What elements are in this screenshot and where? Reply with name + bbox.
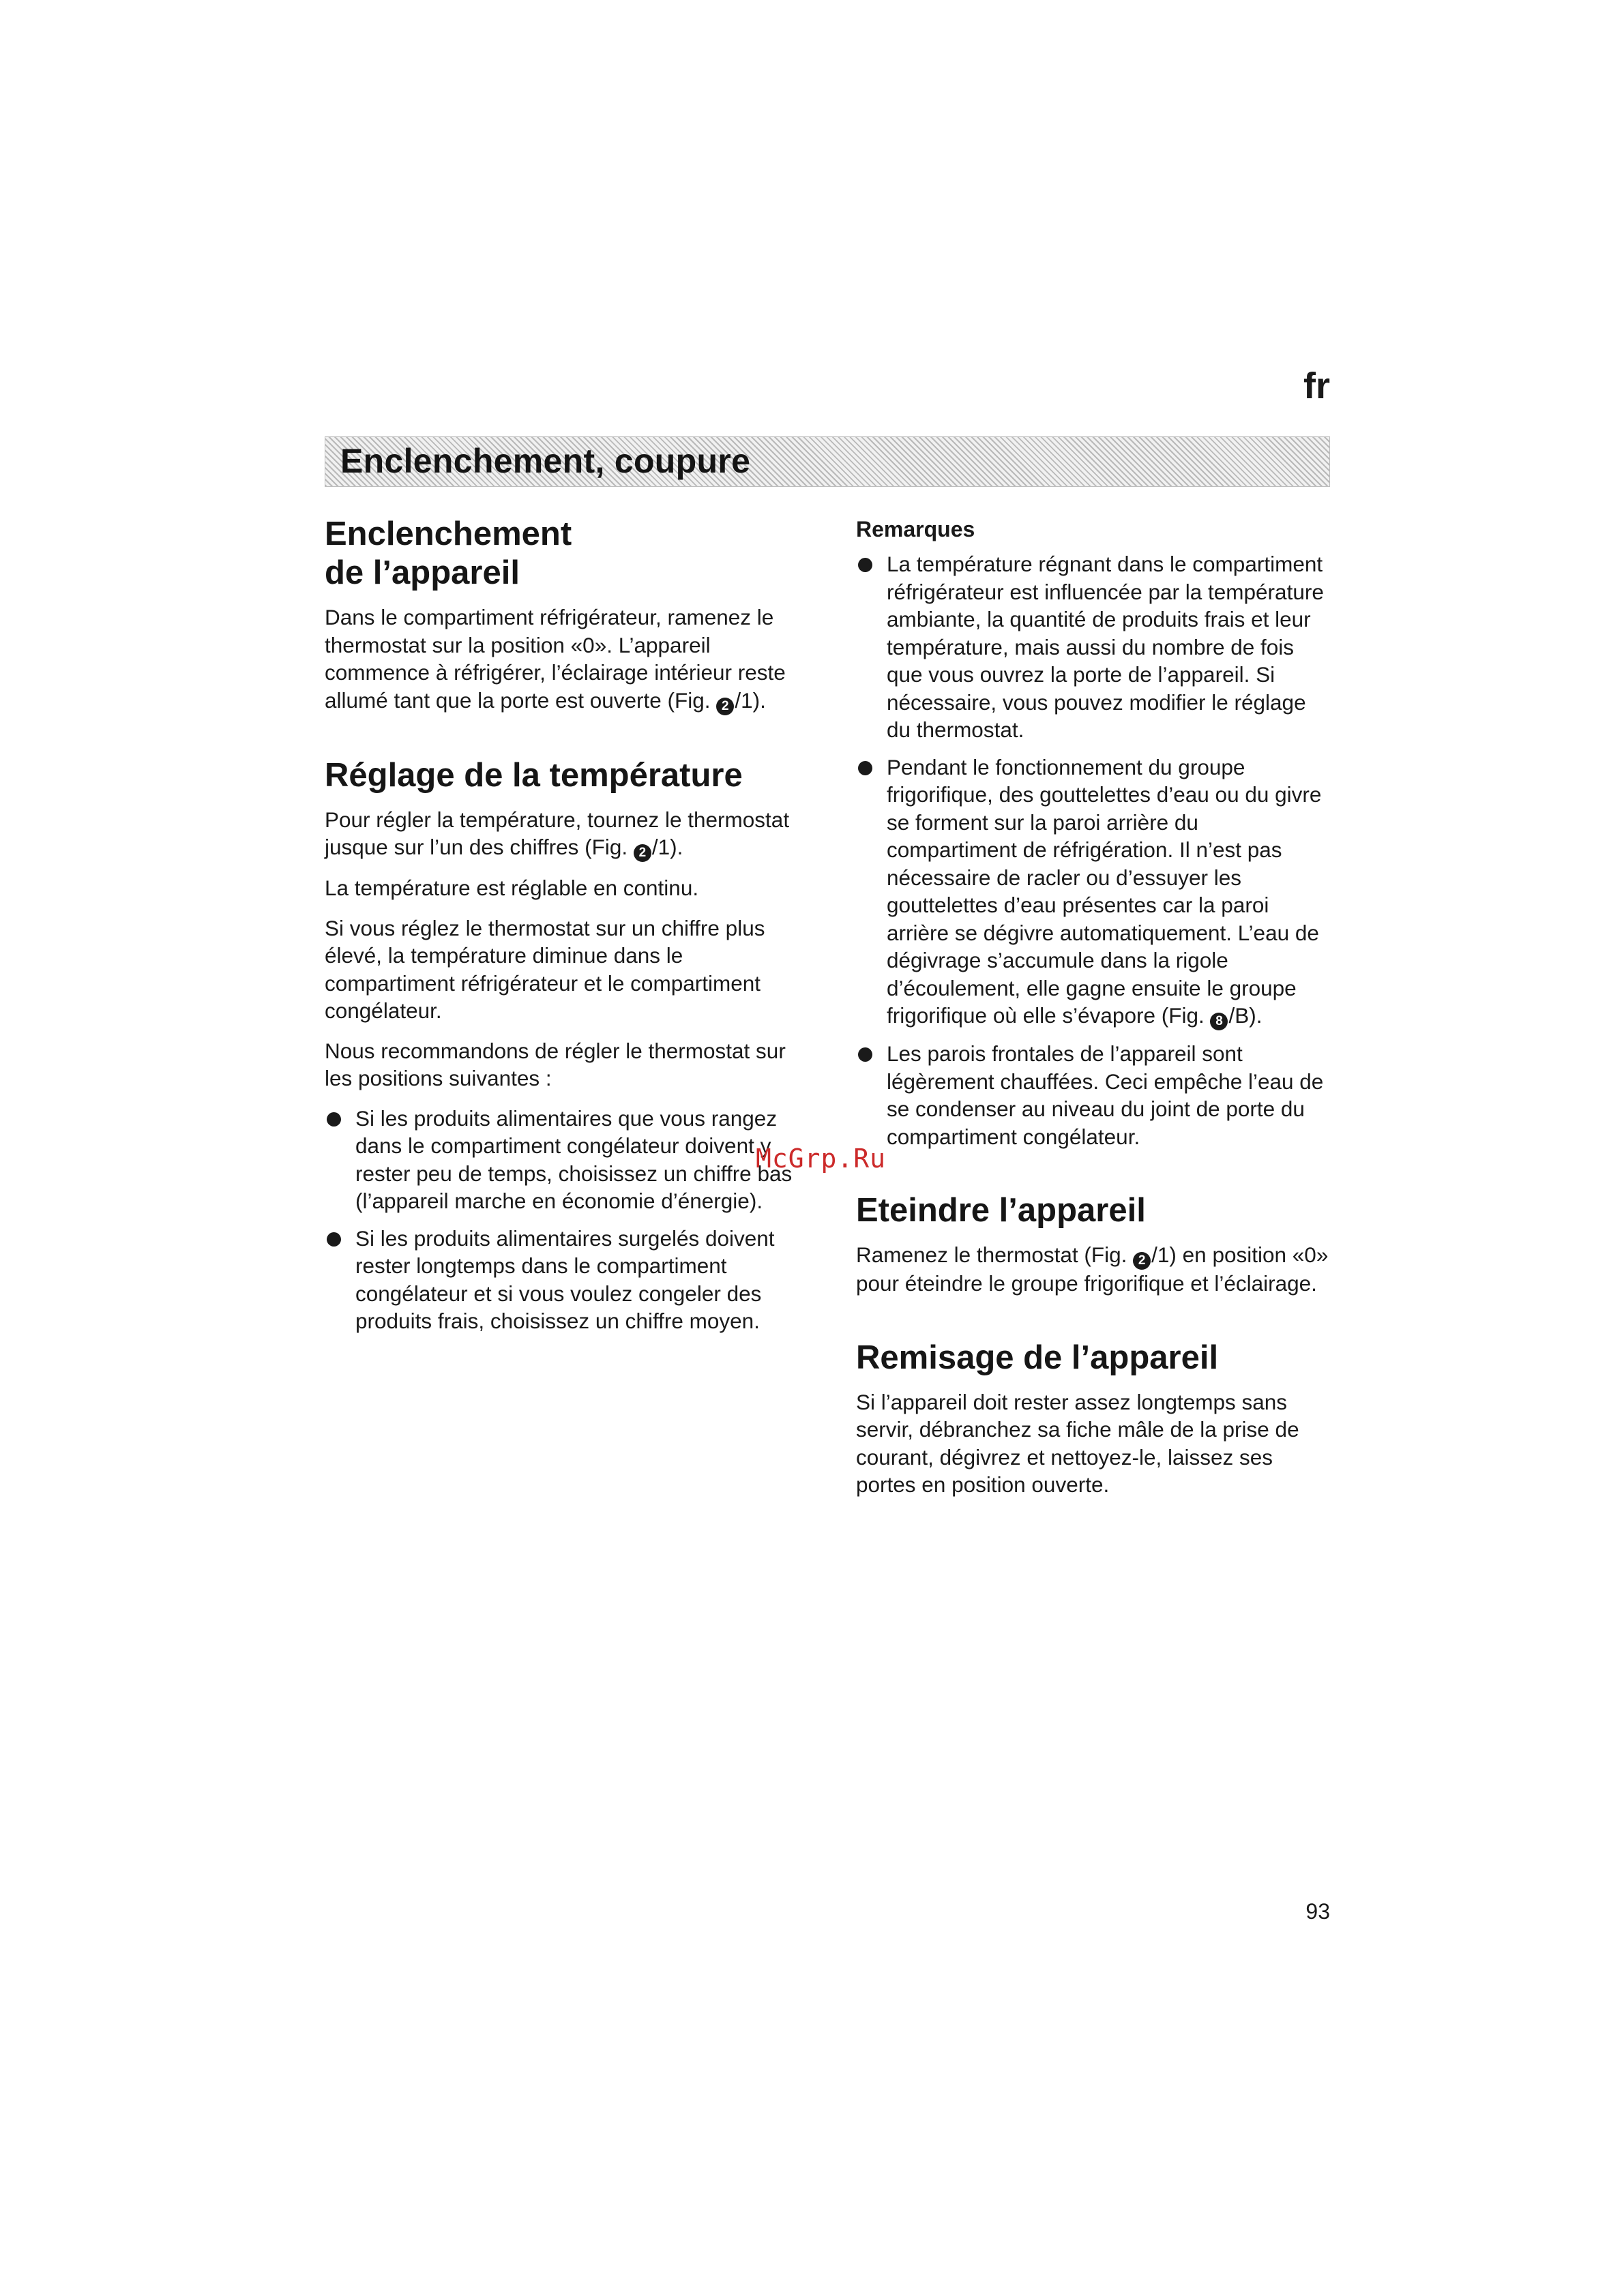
watermark: McGrp.Ru [756, 1144, 887, 1174]
list-item [325, 1105, 802, 1215]
heading-enclenchement-line1: Enclenchement [325, 516, 572, 552]
heading-enclenchement-line2: de l’appareil [325, 554, 520, 591]
heading-eteindre: Eteindre l’appareil [856, 1192, 1146, 1229]
section-banner [325, 436, 1330, 487]
page-number: 93 [1305, 1899, 1330, 1924]
bullet-icon [327, 1112, 341, 1127]
paragraph-eteindre [856, 1241, 1333, 1298]
bullet-icon [858, 1047, 872, 1062]
text-part: /1) en position «0» pour éteindre le groupe frigorifique et l’éclairage. [856, 1242, 1329, 1296]
heading-remisage: Remisage de l’appareil [856, 1339, 1219, 1376]
heading-reglage: Réglage de la température [325, 756, 743, 794]
figure-ref-badge: 8 [1210, 1013, 1228, 1030]
heading-remarques: Remarques [856, 517, 975, 541]
language-code: fr [1303, 366, 1330, 406]
paragraph-reglage-2: La température est réglable en continu. [325, 876, 699, 900]
text-part: Pour régler la température, tournez le thermostat jusque sur l’un des chiffres (Fig. [325, 807, 790, 859]
figure-ref-badge: 2 [716, 698, 734, 715]
banner-title: Enclenchement, coupure [340, 442, 751, 480]
list-item-text: Les parois frontales de l’appareil sont légèrement chauffées. Ceci empêche l’eau de se condenser au niveau du joint de porte du compartiment congélateur. [887, 1041, 1324, 1149]
figure-ref-badge: 2 [1133, 1252, 1151, 1270]
reglage-bullet-list [325, 1105, 802, 1335]
text-part: /1). [735, 687, 766, 713]
paragraph-reglage-4: Nous recommandons de régler le thermostat sur les positions suivantes : [325, 1038, 786, 1090]
left-column [325, 515, 802, 1335]
bullet-icon [858, 761, 872, 775]
text-part: Dans le compartiment réfrigérateur, ramenez le thermostat sur la position «0». L’appareil commence à réfrigérer, l’éclairage intérieur reste allumé tant que la porte est ouverte (Fig. [325, 605, 786, 713]
paragraph-remisage: Si l’appareil doit rester assez longtemps sans servir, débranchez sa fiche mâle de la prise de courant, dégivrez et nettoyez-le, laissez ses portes en position ouverte. [856, 1389, 1299, 1497]
list-item-text: Si les produits alimentaires surgelés doivent rester longtemps dans le compartiment congélateur et si vous voulez congeler des produits frais, choisissez un chiffre moyen. [355, 1225, 775, 1333]
paragraph-reglage-3: Si vous réglez le thermostat sur un chiffre plus élevé, la température diminue dans le compartiment réfrigérateur et le compartiment congélateur. [325, 915, 765, 1023]
bullet-icon [327, 1232, 341, 1247]
list-item [856, 550, 1333, 744]
right-column [856, 516, 1333, 1499]
remarques-bullet-list [856, 550, 1333, 1150]
text-part: /1). [651, 835, 683, 859]
paragraph-reglage-1 [325, 806, 802, 863]
list-item-text: La température régnant dans le compartiment réfrigérateur est influencée par la température ambiante, la quantité de produits frais et leur température, mais aussi du nombre de fois que vous ouvrez la porte de l’appareil. Si nécessaire, vous pouvez modifier le réglage du thermostat. [887, 552, 1324, 742]
list-item [325, 1225, 802, 1335]
list-item [856, 754, 1333, 1031]
text-part: Ramenez le thermostat (Fig. [856, 1242, 1134, 1267]
paragraph-enclenchement [325, 603, 802, 715]
heading-enclenchement [325, 515, 802, 593]
bullet-icon [858, 558, 872, 572]
list-item [856, 1040, 1333, 1150]
list-item-text: Si les produits alimentaires que vous rangez dans le compartiment congélateur doivent y rester peu de temps, choisissez un chiffre bas (l’appareil marche en économie d’énergie). [355, 1105, 793, 1213]
figure-ref-badge: 2 [634, 844, 651, 862]
list-item-text: /B). [1228, 1003, 1263, 1028]
list-item-text: Pendant le fonctionnement du groupe frigorifique, des gouttelettes d’eau ou du givre se forment sur la paroi arrière du compartiment de réfrigération. Il n’est pas nécessaire de racler ou d’essuyer les gouttelettes d’eau présentes car la paroi arrière se dégivre automatiquement. L’eau de dégivrage s’accumule dans la rigole d’écoulement, elle gagne ensuite le groupe frigorifique où elle s’évapore (Fig. [887, 754, 1322, 1028]
